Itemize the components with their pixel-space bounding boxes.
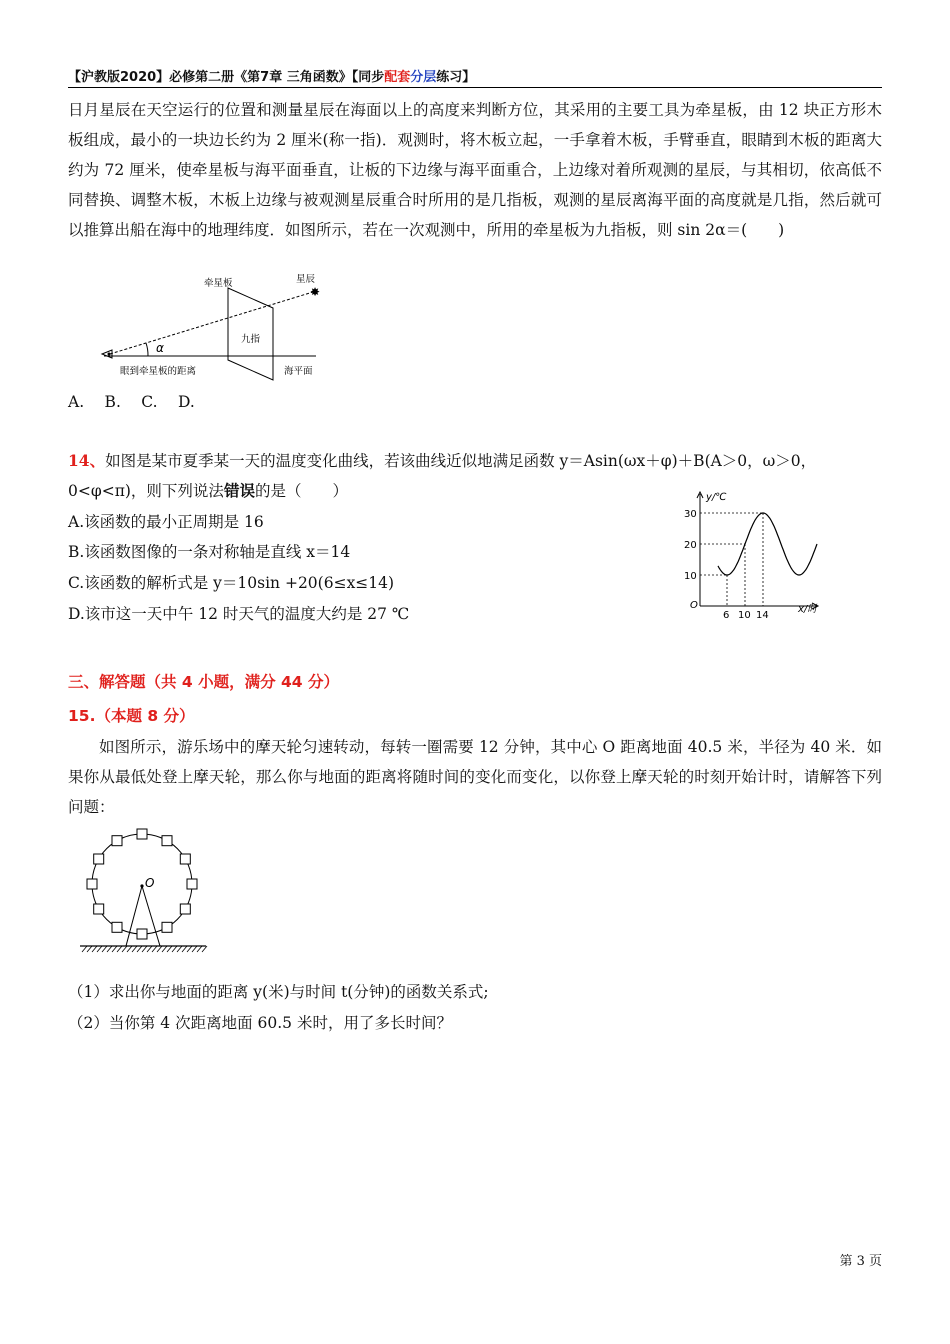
header-text: 【沪教版2020】必修第二册《第7章 三角函数》【同步 — [68, 70, 385, 85]
ground-hatch-line — [92, 946, 97, 952]
y-axis-label: y/℃ — [706, 492, 727, 503]
label-star: 星辰 — [296, 274, 316, 285]
q14-chart — [680, 488, 830, 618]
label-sea: 海平面 — [284, 366, 313, 377]
angle-arc — [146, 343, 148, 356]
q14-stem2c: 的是（ ） — [254, 482, 348, 500]
ground-hatch-line — [112, 946, 117, 952]
q14-emphasis: 错误 — [223, 481, 255, 500]
cabin — [162, 922, 172, 932]
ground-hatch-line — [117, 946, 122, 952]
ground-hatch-line — [202, 946, 207, 952]
ground-hatch-line — [152, 946, 157, 952]
ground-hatch-line — [87, 946, 92, 952]
q14-stem-line2 — [68, 479, 348, 501]
origin-label: O — [690, 600, 698, 611]
x-axis-label: x/时 — [798, 604, 818, 615]
ground-hatch-line — [137, 946, 142, 952]
header-highlight-red: 配套 — [384, 70, 411, 85]
sight-line — [110, 292, 313, 354]
cabin — [112, 836, 122, 846]
center-label: O — [145, 876, 155, 890]
y-tick-label: 20 — [684, 540, 697, 551]
ground-hatch-line — [157, 946, 162, 952]
cabin — [137, 829, 147, 839]
label-nine: 九指 — [241, 334, 261, 345]
cabin — [187, 879, 197, 889]
ground-hatch-line — [192, 946, 197, 952]
ground-hatch-line — [122, 946, 127, 952]
ground-hatch-line — [172, 946, 177, 952]
ground-hatch-line — [132, 946, 137, 952]
q14-option-b: B.该函数图像的一条对称轴是直线 x＝14 — [68, 543, 351, 561]
cabin — [94, 904, 104, 914]
ground-hatch-line — [82, 946, 87, 952]
cabin — [94, 854, 104, 864]
cabin — [162, 836, 172, 846]
ground-hatch-line — [197, 946, 202, 952]
q15-sub2: （2）当你第 4 次距离地面 60.5 米时，用了多长时间？ — [68, 1014, 452, 1032]
ground-hatch-line — [102, 946, 107, 952]
cabin — [87, 879, 97, 889]
header-rule — [68, 87, 882, 88]
q14-option-c: C.该函数的解析式是 y＝10sin +20(6≤x≤14) — [68, 574, 395, 592]
wheel-rim — [92, 834, 192, 934]
star-icon: ✸ — [310, 285, 321, 299]
q14-option-d: D.该市这一天中午 12 时天气的温度大约是 27 ℃ — [68, 605, 410, 623]
label-board: 牵星板 — [204, 278, 233, 289]
label-alpha: α — [156, 341, 164, 355]
q15-title: 15.（本题 8 分） — [68, 707, 195, 725]
header-text-end: 练习】 — [436, 70, 476, 85]
q14-stem1: 如图是某市夏季某一天的温度变化曲线，若该曲线近似地满足函数 y＝Asin(ωx＋φ)＋B(A＞0，ω＞0， — [105, 452, 817, 470]
q13-text: 日月星辰在天空运行的位置和测量星辰在海面以上的高度来判断方位，其采用的主要工具为牵星板，由 12 块正方形木板组成，最小的一块边长约为 2 厘米(称一指)．观测时，将木板立起，一手拿着木板，手臂垂直，眼睛到木板的距离大约为 72 厘米，使牵星板与海平面垂直，让板的下边缘与海平面重合，上边缘对着所观测的星辰，与其相切，依高低不同替换、调整木板，木板上边缘与被观测星辰重合时所用的是几指板，观测的星辰离海平面的高度就是几指，然后就可以推算出船在海中的地理纬度．如图所示，若在一次观测中，所用的牵星板为九指板，则 sin 2α＝( ) — [68, 101, 882, 239]
y-tick-label: 10 — [684, 571, 697, 582]
ground-hatch-line — [177, 946, 182, 952]
cabin — [180, 904, 190, 914]
cabin — [112, 922, 122, 932]
wheel-center — [140, 884, 143, 887]
page-number: 第 3 页 — [839, 1254, 882, 1269]
section-3-heading: 三、解答题（共 4 小题，满分 44 分） — [68, 673, 339, 691]
x-tick-label: 14 — [756, 610, 769, 618]
q14-option-a: A.该函数的最小正周期是 16 — [68, 513, 264, 531]
q13-options: A. B. C. D. — [68, 393, 195, 411]
header-highlight-blue: 分层 — [410, 70, 437, 85]
x-tick-label: 10 — [738, 610, 751, 618]
label-distance: 眼到牵星板的距离 — [120, 366, 197, 377]
ground-hatch-line — [97, 946, 102, 952]
ground-hatch-line — [142, 946, 147, 952]
ground-hatch-line — [187, 946, 192, 952]
ground-hatch-line — [167, 946, 172, 952]
ground-hatch-line — [127, 946, 132, 952]
ground-hatch-line — [182, 946, 187, 952]
cabin — [180, 854, 190, 864]
q14-stem2a: 0<φ<π)，则下列说法 — [68, 482, 224, 500]
eye-pupil — [108, 353, 111, 356]
q15-sub1: （1）求出你与地面的距离 y(米)与时间 t(分钟)的函数关系式; — [68, 983, 489, 1001]
q13-figure — [98, 270, 328, 382]
ground-hatch-line — [107, 946, 112, 952]
q15-figure — [78, 826, 218, 958]
x-tick-label: 6 — [723, 610, 730, 618]
page-header — [68, 66, 475, 85]
q14-number: 14、 — [68, 451, 106, 470]
q14-stem-line1 — [68, 449, 816, 471]
y-tick-label: 30 — [684, 509, 697, 520]
q15-text: 如图所示，游乐场中的摩天轮匀速转动，每转一圈需要 12 分钟，其中心 O 距离地面 40.5 米，半径为 40 米．如果你从最低处登上摩天轮，那么你与地面的距离将随时间的变化而变化，以你登上摩天轮的时刻开始计时，请解答下列问题： — [68, 738, 882, 816]
ground-hatch-line — [162, 946, 167, 952]
ground-hatch-line — [147, 946, 152, 952]
cabin — [137, 929, 147, 939]
